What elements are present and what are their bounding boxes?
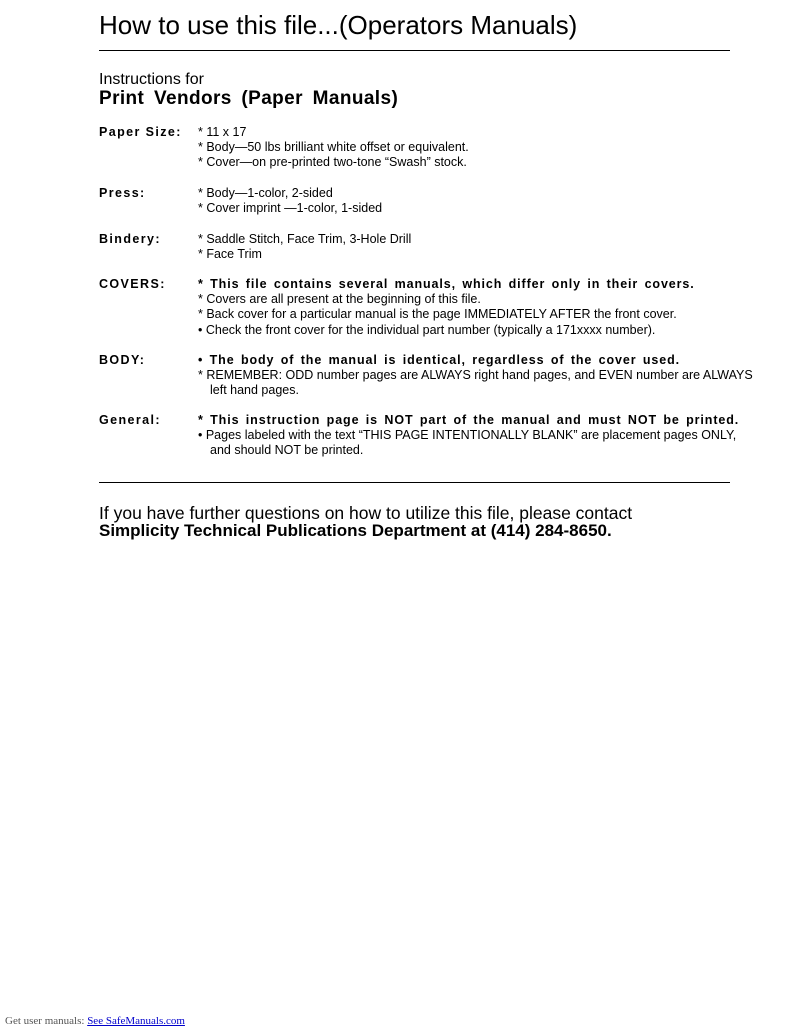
section-label: COVERS: (99, 277, 166, 291)
top-divider (99, 50, 730, 51)
heading: Print Vendors (Paper Manuals) (99, 88, 399, 109)
section-line: * Body—1-color, 2-sided (198, 186, 333, 200)
section-line: * Cover imprint —1-color, 1-sided (198, 201, 383, 216)
contact-intro: If you have further questions on how to utilize this file, please contact (99, 503, 633, 523)
section-line: • Pages labeled with the text “THIS PAGE INTENTIONALLY BLANK” are placement pages ONLY, (198, 428, 737, 443)
section-line: * Body—50 lbs brilliant white offset or equivalent. (198, 140, 469, 155)
section-line: * REMEMBER: ODD number pages are ALWAYS right hand pages, and EVEN number are ALWAYS (198, 368, 753, 383)
section-label: Paper Size: (99, 125, 182, 139)
section-line: and should NOT be printed. (210, 443, 364, 458)
section-line: * Saddle Stitch, Face Trim, 3-Hole Drill (198, 232, 412, 246)
section-line: * Covers are all present at the beginning of this file. (198, 292, 481, 307)
contact-department: Simplicity Technical Publications Department at (414) 284-8650. (99, 521, 612, 540)
bottom-divider (99, 482, 730, 483)
page-title: How to use this file...(Operators Manuals) (99, 10, 578, 40)
section-label: BODY: (99, 353, 146, 367)
section-line-emphasis: • The body of the manual is identical, regardless of the cover used. (198, 353, 681, 367)
section-line: * Back cover for a particular manual is the page IMMEDIATELY AFTER the front cover. (198, 307, 677, 322)
section-line-emphasis: * This instruction page is NOT part of the manual and must NOT be printed. (198, 413, 740, 427)
section-label: Press: (99, 186, 146, 200)
section-label: Bindery: (99, 232, 161, 246)
subtitle: Instructions for (99, 71, 204, 88)
safemanuals-link[interactable]: See SafeManuals.com (87, 1015, 185, 1027)
footer (5, 1015, 185, 1027)
section-label: General: (99, 413, 161, 427)
footer-prefix: Get user manuals: (5, 1015, 85, 1027)
section-line: * 11 x 17 (198, 125, 247, 139)
section-line-emphasis: * This file contains several manuals, which differ only in their covers. (198, 277, 695, 291)
section-line: left hand pages. (210, 383, 299, 398)
section-line: * Cover—on pre-printed two-tone “Swash” stock. (198, 155, 467, 170)
section-line: • Check the front cover for the individual part number (typically a 171xxxx number). (198, 322, 656, 337)
section-line: * Face Trim (198, 247, 262, 262)
